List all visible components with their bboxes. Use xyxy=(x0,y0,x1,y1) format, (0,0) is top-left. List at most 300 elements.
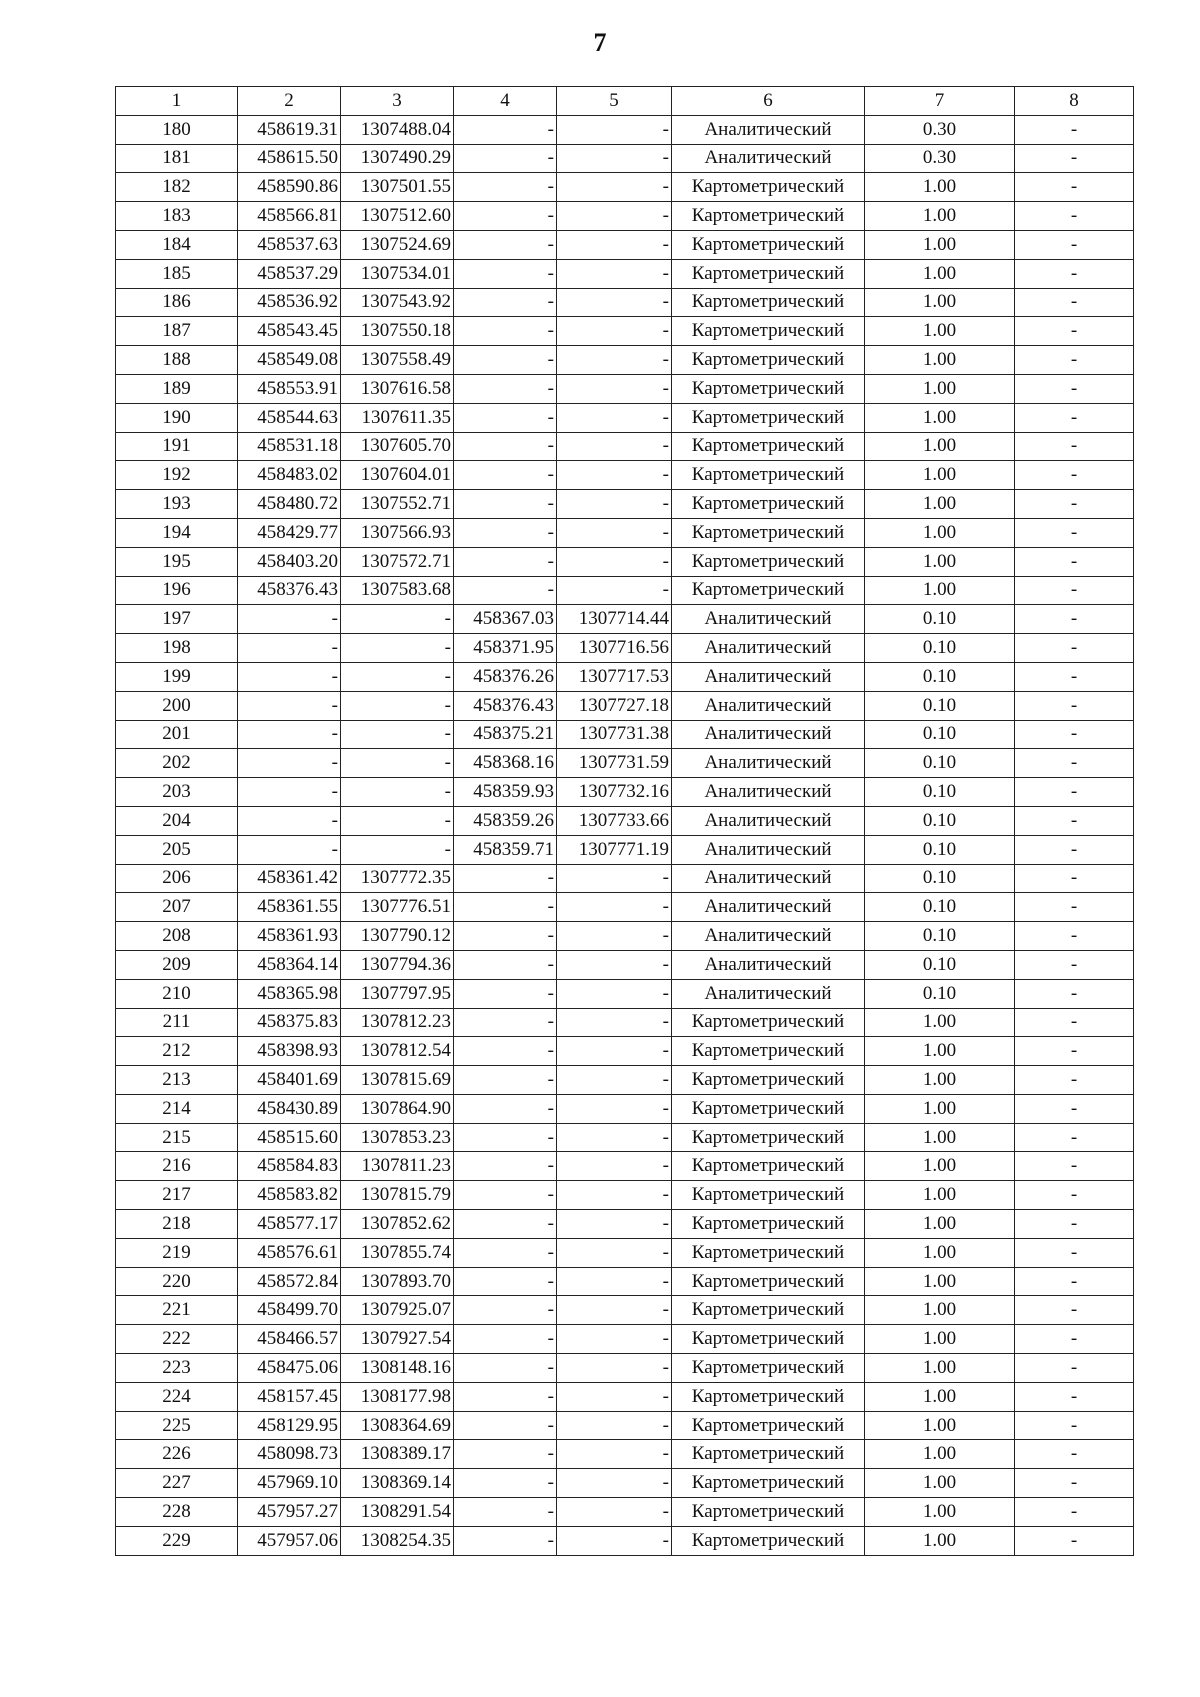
method-cell: Картометрический xyxy=(672,1411,865,1440)
y-coordinate-cell: 1308254.35 xyxy=(341,1526,454,1555)
new-y-coordinate-cell: - xyxy=(557,1066,672,1095)
new-x-coordinate-cell: - xyxy=(454,1296,557,1325)
new-y-coordinate-cell: - xyxy=(557,288,672,317)
table-row xyxy=(116,403,1134,432)
note-cell: - xyxy=(1015,173,1134,202)
note-cell: - xyxy=(1015,1469,1134,1498)
table-row xyxy=(116,346,1134,375)
new-x-coordinate-cell: 458368.16 xyxy=(454,749,557,778)
y-coordinate-cell: 1308291.54 xyxy=(341,1498,454,1527)
table-row xyxy=(116,173,1134,202)
y-coordinate-cell: 1308177.98 xyxy=(341,1382,454,1411)
x-coordinate-cell: - xyxy=(238,806,341,835)
accuracy-cell: 0.10 xyxy=(865,864,1015,893)
method-cell: Картометрический xyxy=(672,346,865,375)
method-cell: Картометрический xyxy=(672,230,865,259)
note-cell: - xyxy=(1015,115,1134,144)
new-y-coordinate-cell: - xyxy=(557,576,672,605)
accuracy-cell: 1.00 xyxy=(865,1382,1015,1411)
table-row xyxy=(116,979,1134,1008)
accuracy-cell: 1.00 xyxy=(865,576,1015,605)
table-row xyxy=(116,1152,1134,1181)
table-header-row xyxy=(116,87,1134,116)
x-coordinate-cell: 458619.31 xyxy=(238,115,341,144)
new-y-coordinate-cell: 1307732.16 xyxy=(557,778,672,807)
new-x-coordinate-cell: - xyxy=(454,259,557,288)
note-cell: - xyxy=(1015,1411,1134,1440)
note-cell: - xyxy=(1015,1094,1134,1123)
new-x-coordinate-cell: - xyxy=(454,1181,557,1210)
y-coordinate-cell: 1307776.51 xyxy=(341,893,454,922)
point-number-cell: 221 xyxy=(116,1296,238,1325)
point-number-cell: 213 xyxy=(116,1066,238,1095)
y-coordinate-cell: - xyxy=(341,806,454,835)
point-number-cell: 197 xyxy=(116,605,238,634)
new-x-coordinate-cell: - xyxy=(454,1238,557,1267)
y-coordinate-cell: 1307772.35 xyxy=(341,864,454,893)
new-y-coordinate-cell: - xyxy=(557,1037,672,1066)
y-coordinate-cell: 1307790.12 xyxy=(341,922,454,951)
new-x-coordinate-cell: - xyxy=(454,979,557,1008)
point-number-cell: 201 xyxy=(116,720,238,749)
method-cell: Картометрический xyxy=(672,1094,865,1123)
accuracy-cell: 1.00 xyxy=(865,1238,1015,1267)
y-coordinate-cell: 1307855.74 xyxy=(341,1238,454,1267)
x-coordinate-cell: 458537.63 xyxy=(238,230,341,259)
point-number-cell: 219 xyxy=(116,1238,238,1267)
new-x-coordinate-cell: - xyxy=(454,173,557,202)
point-number-cell: 184 xyxy=(116,230,238,259)
note-cell: - xyxy=(1015,864,1134,893)
new-y-coordinate-cell: - xyxy=(557,1152,672,1181)
new-x-coordinate-cell: - xyxy=(454,144,557,173)
point-number-cell: 189 xyxy=(116,374,238,403)
new-y-coordinate-cell: - xyxy=(557,1267,672,1296)
y-coordinate-cell: - xyxy=(341,778,454,807)
x-coordinate-cell: - xyxy=(238,749,341,778)
x-coordinate-cell: 458543.45 xyxy=(238,317,341,346)
table-row xyxy=(116,1267,1134,1296)
y-coordinate-cell: 1307811.23 xyxy=(341,1152,454,1181)
y-coordinate-cell: 1308389.17 xyxy=(341,1440,454,1469)
note-cell: - xyxy=(1015,374,1134,403)
new-y-coordinate-cell: - xyxy=(557,461,672,490)
method-cell: Картометрический xyxy=(672,1238,865,1267)
note-cell: - xyxy=(1015,979,1134,1008)
note-cell: - xyxy=(1015,1152,1134,1181)
note-cell: - xyxy=(1015,1354,1134,1383)
point-number-cell: 185 xyxy=(116,259,238,288)
y-coordinate-cell: 1307812.23 xyxy=(341,1008,454,1037)
y-coordinate-cell: 1307558.49 xyxy=(341,346,454,375)
method-cell: Картометрический xyxy=(672,173,865,202)
accuracy-cell: 1.00 xyxy=(865,518,1015,547)
point-number-cell: 223 xyxy=(116,1354,238,1383)
point-number-cell: 228 xyxy=(116,1498,238,1527)
y-coordinate-cell: - xyxy=(341,720,454,749)
method-cell: Картометрический xyxy=(672,432,865,461)
new-y-coordinate-cell: - xyxy=(557,518,672,547)
new-y-coordinate-cell: - xyxy=(557,922,672,951)
new-x-coordinate-cell: - xyxy=(454,432,557,461)
new-y-coordinate-cell: - xyxy=(557,374,672,403)
note-cell: - xyxy=(1015,1526,1134,1555)
new-x-coordinate-cell: 458376.26 xyxy=(454,662,557,691)
accuracy-cell: 0.10 xyxy=(865,634,1015,663)
method-cell: Картометрический xyxy=(672,1210,865,1239)
method-cell: Картометрический xyxy=(672,1037,865,1066)
note-cell: - xyxy=(1015,1181,1134,1210)
new-x-coordinate-cell: - xyxy=(454,1440,557,1469)
note-cell: - xyxy=(1015,490,1134,519)
point-number-cell: 217 xyxy=(116,1181,238,1210)
point-number-cell: 182 xyxy=(116,173,238,202)
x-coordinate-cell: 458157.45 xyxy=(238,1382,341,1411)
method-cell: Картометрический xyxy=(672,1440,865,1469)
new-y-coordinate-cell: - xyxy=(557,317,672,346)
point-number-cell: 227 xyxy=(116,1469,238,1498)
point-number-cell: 200 xyxy=(116,691,238,720)
x-coordinate-cell: 458376.43 xyxy=(238,576,341,605)
new-x-coordinate-cell: - xyxy=(454,950,557,979)
accuracy-cell: 1.00 xyxy=(865,432,1015,461)
method-cell: Картометрический xyxy=(672,1008,865,1037)
table-row xyxy=(116,691,1134,720)
point-number-cell: 224 xyxy=(116,1382,238,1411)
table-row xyxy=(116,778,1134,807)
x-coordinate-cell: 458361.93 xyxy=(238,922,341,951)
y-coordinate-cell: 1307566.93 xyxy=(341,518,454,547)
method-cell: Картометрический xyxy=(672,374,865,403)
accuracy-cell: 1.00 xyxy=(865,1296,1015,1325)
new-y-coordinate-cell: - xyxy=(557,1469,672,1498)
new-x-coordinate-cell: - xyxy=(454,288,557,317)
new-y-coordinate-cell: 1307731.38 xyxy=(557,720,672,749)
accuracy-cell: 1.00 xyxy=(865,1123,1015,1152)
table-row xyxy=(116,1469,1134,1498)
x-coordinate-cell: 458566.81 xyxy=(238,202,341,231)
x-coordinate-cell: 458536.92 xyxy=(238,288,341,317)
note-cell: - xyxy=(1015,317,1134,346)
x-coordinate-cell: 457957.27 xyxy=(238,1498,341,1527)
y-coordinate-cell: - xyxy=(341,691,454,720)
new-x-coordinate-cell: - xyxy=(454,1123,557,1152)
y-coordinate-cell: 1307812.54 xyxy=(341,1037,454,1066)
accuracy-cell: 1.00 xyxy=(865,1037,1015,1066)
method-cell: Картометрический xyxy=(672,1354,865,1383)
accuracy-cell: 1.00 xyxy=(865,1526,1015,1555)
accuracy-cell: 0.30 xyxy=(865,115,1015,144)
new-y-coordinate-cell: - xyxy=(557,1354,672,1383)
new-x-coordinate-cell: - xyxy=(454,518,557,547)
new-y-coordinate-cell: - xyxy=(557,259,672,288)
point-number-cell: 180 xyxy=(116,115,238,144)
column-header: 5 xyxy=(557,87,672,116)
table-row xyxy=(116,547,1134,576)
method-cell: Картометрический xyxy=(672,1181,865,1210)
note-cell: - xyxy=(1015,547,1134,576)
table-row xyxy=(116,1238,1134,1267)
note-cell: - xyxy=(1015,806,1134,835)
accuracy-cell: 1.00 xyxy=(865,1325,1015,1354)
x-coordinate-cell: 458576.61 xyxy=(238,1238,341,1267)
y-coordinate-cell: 1308148.16 xyxy=(341,1354,454,1383)
table-row xyxy=(116,893,1134,922)
y-coordinate-cell: 1307864.90 xyxy=(341,1094,454,1123)
new-y-coordinate-cell: - xyxy=(557,1325,672,1354)
method-cell: Аналитический xyxy=(672,749,865,778)
point-number-cell: 210 xyxy=(116,979,238,1008)
note-cell: - xyxy=(1015,1066,1134,1095)
new-y-coordinate-cell: - xyxy=(557,1526,672,1555)
table-row xyxy=(116,1382,1134,1411)
method-cell: Картометрический xyxy=(672,259,865,288)
accuracy-cell: 0.10 xyxy=(865,893,1015,922)
y-coordinate-cell: 1308369.14 xyxy=(341,1469,454,1498)
note-cell: - xyxy=(1015,346,1134,375)
y-coordinate-cell: 1307605.70 xyxy=(341,432,454,461)
point-number-cell: 209 xyxy=(116,950,238,979)
note-cell: - xyxy=(1015,1267,1134,1296)
point-number-cell: 215 xyxy=(116,1123,238,1152)
y-coordinate-cell: 1307893.70 xyxy=(341,1267,454,1296)
point-number-cell: 193 xyxy=(116,490,238,519)
new-y-coordinate-cell: - xyxy=(557,230,672,259)
accuracy-cell: 1.00 xyxy=(865,1181,1015,1210)
point-number-cell: 212 xyxy=(116,1037,238,1066)
accuracy-cell: 1.00 xyxy=(865,1210,1015,1239)
accuracy-cell: 1.00 xyxy=(865,1267,1015,1296)
note-cell: - xyxy=(1015,230,1134,259)
y-coordinate-cell: 1307501.55 xyxy=(341,173,454,202)
point-number-cell: 204 xyxy=(116,806,238,835)
method-cell: Картометрический xyxy=(672,1325,865,1354)
accuracy-cell: 0.10 xyxy=(865,950,1015,979)
column-header: 6 xyxy=(672,87,865,116)
x-coordinate-cell: - xyxy=(238,691,341,720)
y-coordinate-cell: 1307572.71 xyxy=(341,547,454,576)
note-cell: - xyxy=(1015,1440,1134,1469)
y-coordinate-cell: 1307927.54 xyxy=(341,1325,454,1354)
new-y-coordinate-cell: - xyxy=(557,1498,672,1527)
note-cell: - xyxy=(1015,691,1134,720)
y-coordinate-cell: 1307550.18 xyxy=(341,317,454,346)
point-number-cell: 190 xyxy=(116,403,238,432)
new-x-coordinate-cell: - xyxy=(454,893,557,922)
new-y-coordinate-cell: - xyxy=(557,547,672,576)
point-number-cell: 202 xyxy=(116,749,238,778)
note-cell: - xyxy=(1015,662,1134,691)
accuracy-cell: 1.00 xyxy=(865,288,1015,317)
method-cell: Аналитический xyxy=(672,144,865,173)
x-coordinate-cell: 458398.93 xyxy=(238,1037,341,1066)
new-y-coordinate-cell: - xyxy=(557,432,672,461)
table-row xyxy=(116,1526,1134,1555)
point-number-cell: 211 xyxy=(116,1008,238,1037)
x-coordinate-cell: - xyxy=(238,605,341,634)
note-cell: - xyxy=(1015,1210,1134,1239)
point-number-cell: 199 xyxy=(116,662,238,691)
new-y-coordinate-cell: - xyxy=(557,1181,672,1210)
table-row xyxy=(116,662,1134,691)
table-row xyxy=(116,950,1134,979)
accuracy-cell: 0.10 xyxy=(865,749,1015,778)
note-cell: - xyxy=(1015,1325,1134,1354)
column-header: 8 xyxy=(1015,87,1134,116)
method-cell: Картометрический xyxy=(672,1296,865,1325)
new-x-coordinate-cell: - xyxy=(454,1066,557,1095)
table-row xyxy=(116,806,1134,835)
method-cell: Аналитический xyxy=(672,979,865,1008)
new-x-coordinate-cell: - xyxy=(454,1152,557,1181)
point-number-cell: 220 xyxy=(116,1267,238,1296)
y-coordinate-cell: 1307512.60 xyxy=(341,202,454,231)
new-x-coordinate-cell: - xyxy=(454,1210,557,1239)
method-cell: Аналитический xyxy=(672,893,865,922)
y-coordinate-cell: 1307925.07 xyxy=(341,1296,454,1325)
note-cell: - xyxy=(1015,461,1134,490)
y-coordinate-cell: 1307488.04 xyxy=(341,115,454,144)
x-coordinate-cell: 458365.98 xyxy=(238,979,341,1008)
table-row xyxy=(116,1296,1134,1325)
table-row xyxy=(116,144,1134,173)
accuracy-cell: 1.00 xyxy=(865,173,1015,202)
new-y-coordinate-cell: - xyxy=(557,979,672,1008)
new-y-coordinate-cell: - xyxy=(557,1382,672,1411)
y-coordinate-cell: 1307534.01 xyxy=(341,259,454,288)
accuracy-cell: 1.00 xyxy=(865,374,1015,403)
table-row xyxy=(116,288,1134,317)
y-coordinate-cell: - xyxy=(341,662,454,691)
new-x-coordinate-cell: - xyxy=(454,1037,557,1066)
note-cell: - xyxy=(1015,259,1134,288)
note-cell: - xyxy=(1015,403,1134,432)
y-coordinate-cell: 1307543.92 xyxy=(341,288,454,317)
method-cell: Аналитический xyxy=(672,662,865,691)
point-number-cell: 214 xyxy=(116,1094,238,1123)
table-row xyxy=(116,1354,1134,1383)
method-cell: Аналитический xyxy=(672,922,865,951)
accuracy-cell: 0.10 xyxy=(865,720,1015,749)
x-coordinate-cell: 458537.29 xyxy=(238,259,341,288)
y-coordinate-cell: 1307604.01 xyxy=(341,461,454,490)
method-cell: Картометрический xyxy=(672,547,865,576)
x-coordinate-cell: 458531.18 xyxy=(238,432,341,461)
table-row xyxy=(116,461,1134,490)
coordinates-table xyxy=(115,86,1134,1556)
method-cell: Картометрический xyxy=(672,1123,865,1152)
new-x-coordinate-cell: 458359.93 xyxy=(454,778,557,807)
accuracy-cell: 1.00 xyxy=(865,230,1015,259)
new-x-coordinate-cell: - xyxy=(454,490,557,519)
method-cell: Картометрический xyxy=(672,1152,865,1181)
point-number-cell: 192 xyxy=(116,461,238,490)
accuracy-cell: 1.00 xyxy=(865,1152,1015,1181)
table-row xyxy=(116,1325,1134,1354)
point-number-cell: 194 xyxy=(116,518,238,547)
accuracy-cell: 1.00 xyxy=(865,1094,1015,1123)
table-body xyxy=(116,115,1134,1555)
table-row xyxy=(116,202,1134,231)
point-number-cell: 222 xyxy=(116,1325,238,1354)
x-coordinate-cell: 457969.10 xyxy=(238,1469,341,1498)
new-x-coordinate-cell: - xyxy=(454,1526,557,1555)
table-row xyxy=(116,835,1134,864)
new-x-coordinate-cell: - xyxy=(454,1008,557,1037)
x-coordinate-cell: - xyxy=(238,835,341,864)
note-cell: - xyxy=(1015,1296,1134,1325)
method-cell: Картометрический xyxy=(672,1498,865,1527)
table-row xyxy=(116,1411,1134,1440)
note-cell: - xyxy=(1015,518,1134,547)
point-number-cell: 207 xyxy=(116,893,238,922)
new-x-coordinate-cell: - xyxy=(454,374,557,403)
accuracy-cell: 1.00 xyxy=(865,403,1015,432)
point-number-cell: 191 xyxy=(116,432,238,461)
note-cell: - xyxy=(1015,576,1134,605)
new-x-coordinate-cell: - xyxy=(454,1325,557,1354)
x-coordinate-cell: 458403.20 xyxy=(238,547,341,576)
method-cell: Аналитический xyxy=(672,691,865,720)
table-row xyxy=(116,1210,1134,1239)
point-number-cell: 218 xyxy=(116,1210,238,1239)
new-y-coordinate-cell: - xyxy=(557,173,672,202)
x-coordinate-cell: 458430.89 xyxy=(238,1094,341,1123)
x-coordinate-cell: 458577.17 xyxy=(238,1210,341,1239)
new-y-coordinate-cell: - xyxy=(557,1210,672,1239)
new-x-coordinate-cell: - xyxy=(454,1094,557,1123)
point-number-cell: 206 xyxy=(116,864,238,893)
point-number-cell: 187 xyxy=(116,317,238,346)
accuracy-cell: 0.10 xyxy=(865,778,1015,807)
note-cell: - xyxy=(1015,202,1134,231)
new-y-coordinate-cell: - xyxy=(557,1296,672,1325)
new-x-coordinate-cell: 458371.95 xyxy=(454,634,557,663)
table-row xyxy=(116,1008,1134,1037)
new-x-coordinate-cell: - xyxy=(454,317,557,346)
point-number-cell: 225 xyxy=(116,1411,238,1440)
accuracy-cell: 0.10 xyxy=(865,806,1015,835)
new-x-coordinate-cell: - xyxy=(454,115,557,144)
method-cell: Картометрический xyxy=(672,1267,865,1296)
method-cell: Картометрический xyxy=(672,202,865,231)
point-number-cell: 188 xyxy=(116,346,238,375)
x-coordinate-cell: 458361.42 xyxy=(238,864,341,893)
method-cell: Аналитический xyxy=(672,634,865,663)
table-row xyxy=(116,490,1134,519)
table-row xyxy=(116,230,1134,259)
column-header: 7 xyxy=(865,87,1015,116)
y-coordinate-cell: 1307815.79 xyxy=(341,1181,454,1210)
y-coordinate-cell: 1307552.71 xyxy=(341,490,454,519)
x-coordinate-cell: 458572.84 xyxy=(238,1267,341,1296)
point-number-cell: 203 xyxy=(116,778,238,807)
point-number-cell: 186 xyxy=(116,288,238,317)
note-cell: - xyxy=(1015,1382,1134,1411)
x-coordinate-cell: 458361.55 xyxy=(238,893,341,922)
x-coordinate-cell: 458483.02 xyxy=(238,461,341,490)
table-row xyxy=(116,115,1134,144)
x-coordinate-cell: 458499.70 xyxy=(238,1296,341,1325)
new-y-coordinate-cell: 1307717.53 xyxy=(557,662,672,691)
accuracy-cell: 0.10 xyxy=(865,691,1015,720)
y-coordinate-cell: 1307583.68 xyxy=(341,576,454,605)
x-coordinate-cell: 458544.63 xyxy=(238,403,341,432)
x-coordinate-cell: 458401.69 xyxy=(238,1066,341,1095)
y-coordinate-cell: 1307815.69 xyxy=(341,1066,454,1095)
new-y-coordinate-cell: 1307727.18 xyxy=(557,691,672,720)
new-x-coordinate-cell: - xyxy=(454,1267,557,1296)
